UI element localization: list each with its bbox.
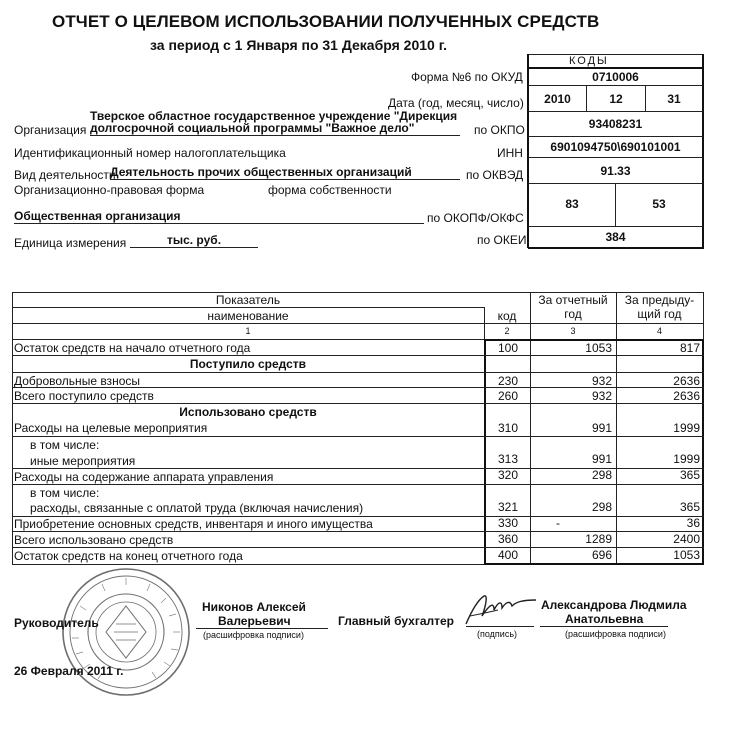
section-received: Поступило средств: [189, 357, 307, 371]
row-330-name: Приобретение основных средств, инвентаря и иного имущества: [14, 517, 373, 531]
row-360-name: Всего использовано средств: [14, 533, 174, 547]
col-prev-1: За предыду-: [624, 293, 695, 307]
head-label: Руководитель: [14, 616, 99, 630]
org-name-line2: долгосрочной социальной программы "Важное дело": [90, 121, 460, 136]
signature-icon: [460, 590, 540, 630]
row-310-code: 310: [497, 421, 519, 435]
row-313-code: 313: [497, 452, 519, 466]
codes-header: КОДЫ: [569, 55, 609, 67]
activity-label: Вид деятельности: [14, 168, 116, 182]
accountant-label: Главный бухгалтер: [338, 614, 455, 628]
col-prev-2: щий год: [637, 307, 682, 321]
row-100-name: Остаток средств на начало отчетного года: [14, 341, 251, 355]
signing-date: 26 Февраля 2011 г.: [14, 664, 124, 678]
row-330-current: -: [556, 516, 560, 530]
okpo-code: 93408231: [588, 117, 643, 131]
row-320-previous: 365: [679, 468, 700, 482]
unit-label: Единица измерения: [14, 236, 127, 250]
row-321-code: 321: [497, 500, 519, 514]
inn-code: 6901094750\690101001: [550, 140, 681, 154]
okved-label: по ОКВЭД: [466, 168, 524, 182]
col-current-2: год: [564, 307, 582, 321]
col-indicator: Показатель: [215, 293, 281, 307]
section-used: Использовано средств: [179, 405, 317, 419]
form-code: 0710006: [592, 69, 639, 84]
okfs-code: 53: [652, 196, 666, 211]
accountant-name-line1: Александрова Людмила: [541, 598, 687, 612]
inn-label: Идентификационный номер налогоплательщика: [14, 146, 286, 160]
row-400-previous: 1053: [673, 548, 700, 562]
report-period: за период с 1 Января по 31 Декабря 2010 г.: [150, 37, 448, 53]
row-230-name: Добровольные взносы: [14, 374, 140, 388]
signature-label: (подпись): [477, 629, 518, 639]
okpo-label: по ОКПО: [474, 123, 525, 137]
col-num-3: 3: [570, 326, 576, 336]
row-230-current: 932: [591, 374, 612, 388]
okved-code: 91.33: [600, 163, 631, 178]
row-100-previous: 817: [679, 341, 700, 355]
col-code: код: [497, 309, 517, 323]
row-100-code: 100: [497, 341, 519, 355]
date-month: 12: [609, 91, 623, 106]
form-label: Форма №6 по ОКУД: [411, 70, 523, 84]
col-current-1: За отчетный: [538, 293, 608, 307]
okei-label: по ОКЕИ: [477, 233, 527, 247]
row-321-name: расходы, связанные с оплатой труда (включая начисления): [30, 501, 364, 515]
row-230-code: 230: [497, 374, 519, 388]
okei-code: 384: [605, 230, 626, 244]
date-year: 2010: [544, 91, 571, 106]
head-name-line1: Никонов Алексей: [202, 600, 306, 614]
row-321-current: 298: [591, 500, 612, 514]
legal-form-value: Общественная организация: [14, 209, 424, 224]
col-num-2: 2: [504, 326, 510, 336]
row-313-including: в том числе:: [30, 438, 100, 452]
row-360-code: 360: [497, 532, 519, 546]
row-260-previous: 2636: [673, 389, 700, 403]
legal-form-label: Организационно-правовая форма: [14, 183, 205, 197]
row-321-previous: 365: [679, 500, 700, 514]
row-100-current: 1053: [585, 341, 612, 355]
row-313-name: иные мероприятия: [30, 454, 136, 468]
row-260-code: 260: [497, 389, 519, 403]
org-label: Организация: [14, 123, 87, 137]
org-name-line1: Тверское областное государственное учреждение "Дирекция: [90, 109, 458, 123]
row-360-previous: 2400: [673, 532, 700, 546]
row-330-previous: 36: [686, 516, 700, 530]
row-320-code: 320: [497, 468, 519, 482]
col-num-4: 4: [656, 326, 662, 336]
inn-short-label: ИНН: [497, 146, 523, 160]
row-400-current: 696: [591, 548, 612, 562]
date-day: 31: [667, 91, 681, 106]
okopf-code: 83: [565, 196, 579, 211]
report-title: ОТЧЕТ О ЦЕЛЕВОМ ИСПОЛЬЗОВАНИИ ПОЛУЧЕННЫХ СРЕДСТВ: [52, 12, 600, 31]
row-320-current: 298: [591, 468, 612, 482]
row-400-name: Остаток средств на конец отчетного года: [14, 549, 243, 563]
unit-value: тыс. руб.: [130, 233, 258, 248]
activity-value: Деятельность прочих общественных организаций: [110, 165, 460, 180]
row-321-including: в том числе:: [30, 486, 100, 500]
row-400-code: 400: [497, 548, 519, 562]
row-230-previous: 2636: [673, 374, 700, 388]
col-num-1: 1: [245, 326, 251, 336]
row-313-previous: 1999: [673, 452, 700, 466]
head-decode-label: (расшифровка подписи): [203, 630, 304, 640]
row-260-current: 932: [591, 389, 612, 403]
head-name-line2: Валерьевич: [218, 614, 291, 628]
row-320-name: Расходы на содержание аппарата управления: [14, 470, 274, 484]
row-310-previous: 1999: [673, 421, 700, 435]
okopf-label: по ОКОПФ/ОКФС: [427, 211, 524, 225]
organization-seal: [60, 566, 192, 698]
ownership-label: форма собственности: [268, 183, 392, 197]
row-360-current: 1289: [585, 532, 612, 546]
col-name: наименование: [207, 309, 289, 323]
row-310-name: Расходы на целевые мероприятия: [14, 421, 208, 435]
row-310-current: 991: [591, 421, 612, 435]
accountant-decode-label: (расшифровка подписи): [565, 629, 666, 639]
row-260-name: Всего поступило средств: [14, 389, 154, 403]
accountant-name-line2: Анатольевна: [565, 612, 644, 626]
row-330-code: 330: [497, 516, 519, 530]
row-313-current: 991: [591, 452, 612, 466]
date-label: Дата (год, месяц, число): [388, 96, 524, 110]
